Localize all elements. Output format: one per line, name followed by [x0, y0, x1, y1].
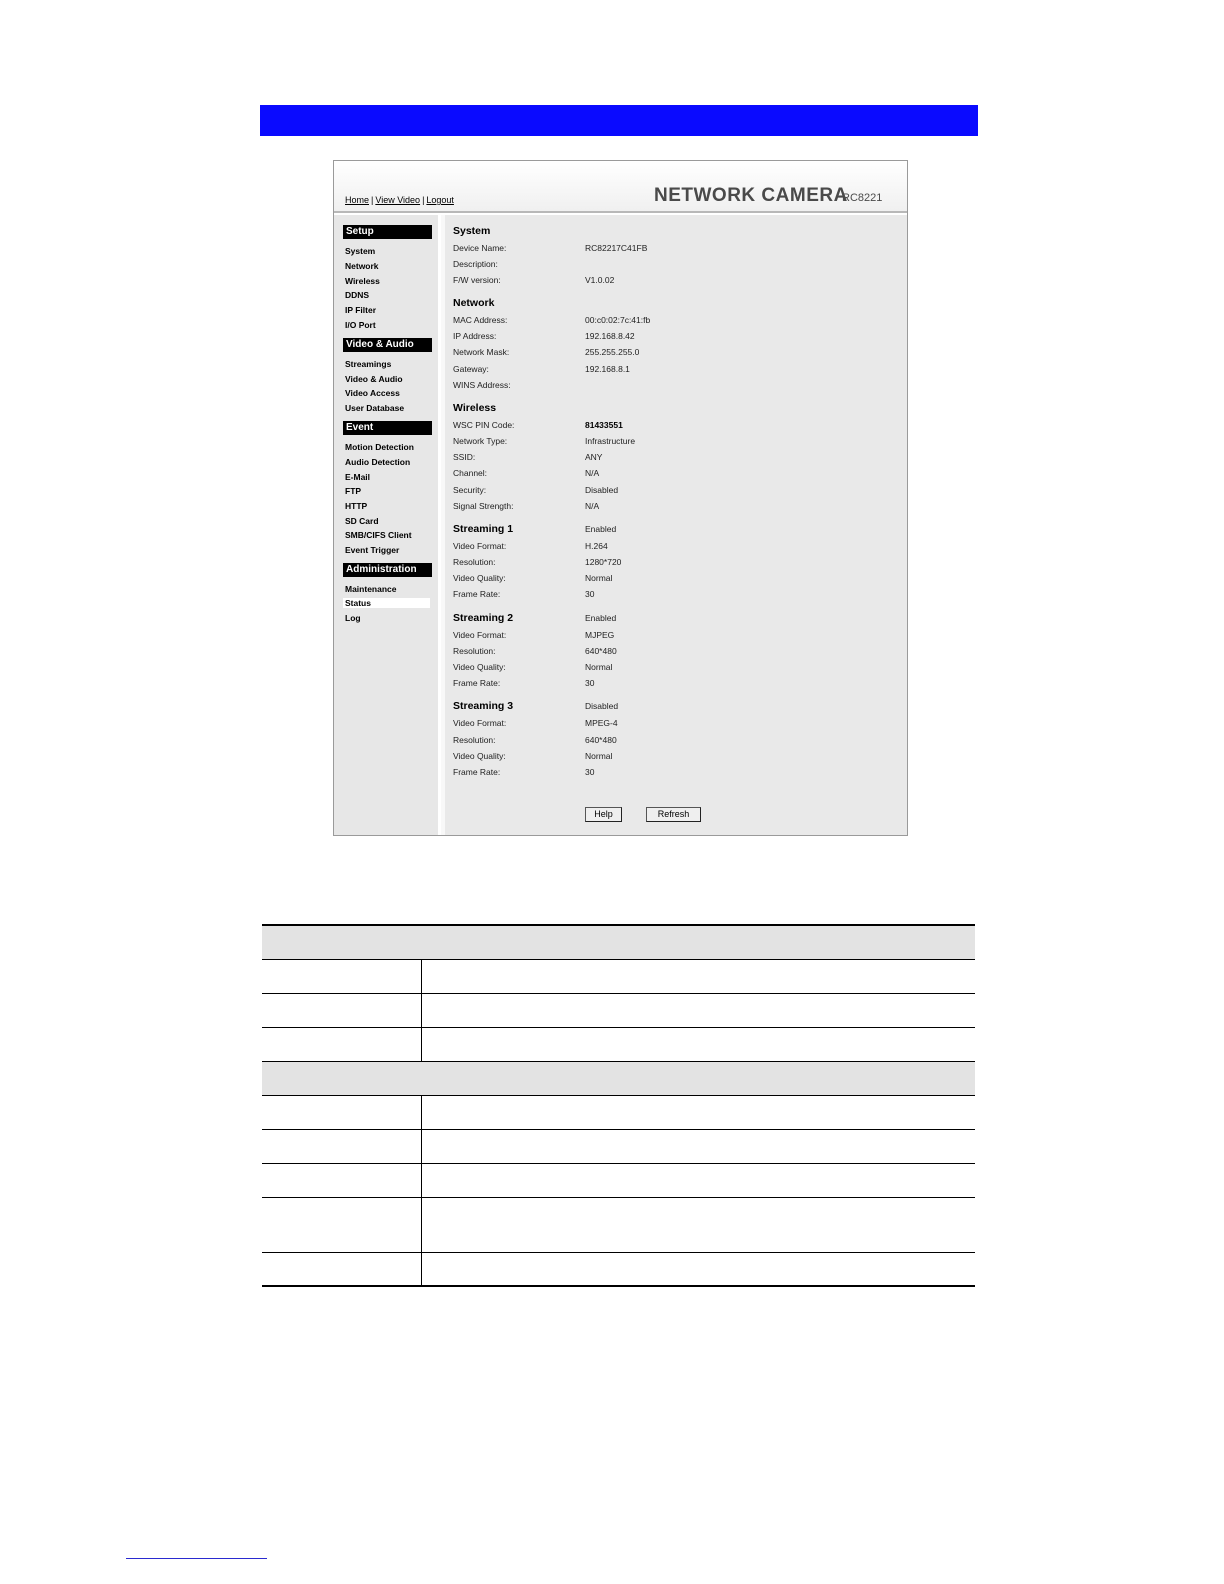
table-cell	[421, 1027, 975, 1061]
table-cell	[421, 1129, 975, 1163]
resolution-value: 640*480	[585, 735, 617, 745]
video-format-value: H.264	[585, 541, 608, 551]
table-cell	[262, 1061, 975, 1095]
row-label: Security:	[453, 485, 487, 495]
sidebar-item-log[interactable]: Log	[345, 613, 361, 623]
sidebar-group-event: Event	[343, 421, 432, 435]
row-label: WINS Address:	[453, 380, 511, 390]
firmware-version-value: V1.0.02	[585, 275, 615, 285]
streaming-2-state: Enabled	[585, 613, 617, 623]
table-cell	[421, 993, 975, 1027]
top-nav	[345, 195, 454, 205]
table-cell	[421, 1095, 975, 1129]
section-title-streaming-3: Streaming 3	[453, 700, 514, 712]
video-quality-value: Normal	[585, 573, 613, 583]
table-section-row	[262, 925, 975, 959]
table-row	[262, 1163, 975, 1197]
video-quality-value: Normal	[585, 662, 613, 672]
sidebar-group-setup: Setup	[343, 225, 432, 239]
row-label: Video Quality:	[453, 662, 506, 672]
row-label: Video Quality:	[453, 751, 506, 761]
signal-strength-value: N/A	[585, 501, 600, 511]
brand-title: NETWORK CAMERA	[654, 185, 848, 206]
table-row	[262, 959, 975, 993]
section-title-streaming-1: Streaming 1	[453, 523, 514, 535]
sidebar-item-network[interactable]: Network	[345, 261, 379, 271]
row-label: Signal Strength:	[453, 501, 514, 511]
sidebar-item-sd-card[interactable]: SD Card	[345, 516, 379, 526]
device-name-value: RC82217C41FB	[585, 243, 648, 253]
table-cell	[421, 1197, 975, 1252]
table-cell	[262, 1027, 421, 1061]
table-cell	[421, 1163, 975, 1197]
row-label: IP Address:	[453, 331, 497, 341]
streaming-1-state: Enabled	[585, 524, 617, 534]
video-format-value: MPEG-4	[585, 718, 618, 728]
title-banner	[260, 105, 978, 136]
sidebar-item-motion-detection[interactable]: Motion Detection	[345, 442, 414, 452]
row-label: Video Format:	[453, 718, 507, 728]
row-label: Video Format:	[453, 541, 507, 551]
model-name: RC8221	[842, 192, 883, 204]
row-label: F/W version:	[453, 275, 501, 285]
wsc-pin-code-value: 81433551	[585, 420, 623, 430]
network-mask-value: 255.255.255.0	[585, 347, 640, 357]
table-cell	[262, 1252, 421, 1286]
sidebar-item-http[interactable]: HTTP	[345, 501, 368, 511]
table-row	[262, 1252, 975, 1286]
table-row	[262, 993, 975, 1027]
row-label: Video Format:	[453, 630, 507, 640]
table-cell	[421, 959, 975, 993]
table-row	[262, 1129, 975, 1163]
gateway-value: 192.168.8.1	[585, 364, 630, 374]
table-cell	[262, 1163, 421, 1197]
sidebar-item-video-access[interactable]: Video Access	[345, 388, 400, 398]
section-title-network: Network	[453, 297, 495, 309]
sidebar-item-ftp[interactable]: FTP	[345, 486, 362, 496]
nav-separator: |	[371, 195, 374, 205]
network-type-value: Infrastructure	[585, 436, 636, 446]
frame-rate-value: 30	[585, 589, 595, 599]
row-label: Channel:	[453, 468, 488, 478]
streaming-3-state: Disabled	[585, 701, 619, 711]
row-label: Resolution:	[453, 735, 496, 745]
sidebar	[334, 215, 441, 836]
video-quality-value: Normal	[585, 751, 613, 761]
camera-status-screenshot	[333, 160, 908, 836]
sidebar-item-wireless[interactable]: Wireless	[345, 276, 380, 286]
row-label: Description:	[453, 259, 498, 269]
table-cell	[262, 1197, 421, 1252]
row-label: Gateway:	[453, 364, 489, 374]
row-label: Resolution:	[453, 557, 496, 567]
table-row	[262, 1095, 975, 1129]
sidebar-item-smb-cifs-client[interactable]: SMB/CIFS Client	[345, 530, 412, 540]
row-label: Video Quality:	[453, 573, 506, 583]
sidebar-item-user-database[interactable]: User Database	[345, 403, 405, 413]
section-title-system: System	[453, 225, 491, 237]
resolution-value: 640*480	[585, 646, 617, 656]
sidebar-item-status[interactable]: Status	[343, 598, 430, 608]
channel-value: N/A	[585, 468, 600, 478]
table-cell	[262, 1129, 421, 1163]
ssid-value: ANY	[585, 452, 603, 462]
sidebar-item-streamings[interactable]: Streamings	[345, 359, 392, 369]
table-section-row	[262, 1061, 975, 1095]
logout-link[interactable]: Logout	[426, 195, 454, 205]
home-link[interactable]: Home	[345, 195, 370, 205]
table-cell	[262, 959, 421, 993]
sidebar-item-ip-filter[interactable]: IP Filter	[345, 305, 377, 315]
sidebar-item-event-trigger[interactable]: Event Trigger	[345, 545, 400, 555]
row-label: WSC PIN Code:	[453, 420, 515, 430]
row-label: Frame Rate:	[453, 589, 501, 599]
reference-table	[262, 924, 975, 1287]
sidebar-item-io-port[interactable]: I/O Port	[345, 320, 376, 330]
resolution-value: 1280*720	[585, 557, 622, 567]
row-label: Frame Rate:	[453, 678, 501, 688]
frame-rate-value: 30	[585, 678, 595, 688]
table-row	[262, 1027, 975, 1061]
row-label: Device Name:	[453, 243, 507, 253]
sidebar-item-audio-detection[interactable]: Audio Detection	[345, 457, 411, 467]
nav-separator: |	[422, 195, 425, 205]
sidebar-item-ddns[interactable]: DDNS	[345, 290, 370, 300]
sidebar-item-system[interactable]: System	[345, 246, 376, 256]
table-cell	[421, 1252, 975, 1286]
section-title-streaming-2: Streaming 2	[453, 612, 514, 624]
sidebar-item-maintenance[interactable]: Maintenance	[345, 584, 397, 594]
help-button[interactable]: Help	[585, 807, 622, 822]
row-label: MAC Address:	[453, 315, 508, 325]
video-format-value: MJPEG	[585, 630, 615, 640]
table-cell	[262, 993, 421, 1027]
status-content	[445, 215, 907, 836]
row-label: Frame Rate:	[453, 767, 501, 777]
sidebar-group-video-audio: Video & Audio	[343, 338, 432, 352]
sidebar-item-email[interactable]: E-Mail	[345, 472, 371, 482]
refresh-button[interactable]: Refresh	[646, 807, 701, 822]
table-cell	[262, 1095, 421, 1129]
sidebar-item-video-audio[interactable]: Video & Audio	[345, 374, 403, 384]
mac-address-value: 00:c0:02:7c:41:fb	[585, 315, 651, 325]
table-row	[262, 1197, 975, 1252]
row-label: Network Type:	[453, 436, 508, 446]
ip-address-value: 192.168.8.42	[585, 331, 635, 341]
frame-rate-value: 30	[585, 767, 595, 777]
sidebar-group-administration: Administration	[343, 563, 432, 577]
view-video-link[interactable]: View Video	[375, 195, 421, 205]
section-title-wireless: Wireless	[453, 402, 497, 414]
row-label: SSID:	[453, 452, 476, 462]
security-value: Disabled	[585, 485, 619, 495]
row-label: Resolution:	[453, 646, 496, 656]
row-label: Network Mask:	[453, 347, 510, 357]
footer-link-underline[interactable]	[126, 1558, 267, 1559]
camera-header	[334, 161, 907, 213]
table-cell	[262, 925, 975, 959]
